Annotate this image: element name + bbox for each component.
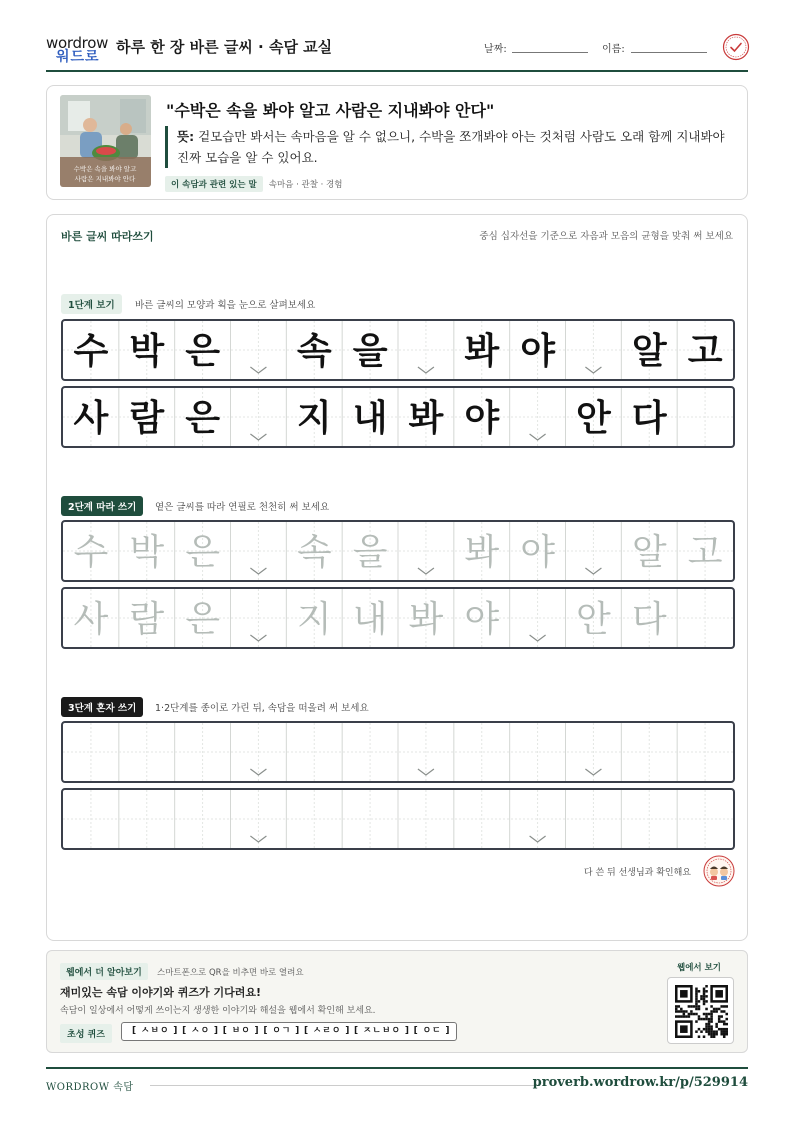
- grid-svg: [63, 522, 733, 580]
- qr-module: [705, 1023, 708, 1026]
- model-character: 은: [185, 398, 220, 439]
- qr-module: [715, 1030, 718, 1033]
- qr-module: [703, 993, 706, 996]
- qr-module: [695, 1000, 698, 1003]
- grid-svg: [63, 790, 733, 848]
- qr-module: [698, 1005, 701, 1008]
- logo-wordmark: wordrow: [46, 34, 109, 52]
- qr-module: [713, 1030, 716, 1033]
- trace-character: 내: [352, 599, 388, 640]
- qr-module: [695, 1005, 698, 1008]
- trace-character: 안: [576, 599, 611, 640]
- qr-module: [680, 990, 688, 998]
- qr-module: [725, 1030, 728, 1033]
- model-character: 사: [73, 398, 109, 439]
- grid-svg: [63, 723, 733, 781]
- qr-module: [710, 1015, 713, 1018]
- qr-module: [700, 1018, 703, 1021]
- proverb-illustration: [60, 95, 151, 187]
- qr-module: [710, 1010, 713, 1013]
- qr-module: [698, 1018, 701, 1021]
- model-character: 봐: [464, 331, 500, 372]
- qr-module: [703, 988, 706, 991]
- qr-module: [705, 995, 708, 998]
- qr-module: [705, 1030, 708, 1033]
- web-description: 속담이 일상에서 어떻게 쓰이는지 생생한 이야기와 해설을 웹에서 확인해 보세요.: [60, 1006, 376, 1016]
- qr-module: [700, 995, 703, 998]
- teacher-check-note: 다 쓴 뒤 선생님과 확인해요: [583, 868, 691, 878]
- qr-module: [710, 1018, 713, 1021]
- trace-character: 알: [631, 532, 667, 573]
- page-footer: [46, 1067, 748, 1097]
- chosung-quiz-box: [ ㅅㅂㅇ ] [ ㅅㅇ ] [ ㅂㅇ ] [ ㅇㄱ ] [ ㅅㄹㅇ ] [ ㅈㄴㅂㅇ ] [ ㅇㄷ ]: [121, 1022, 457, 1041]
- grid-svg: [63, 589, 733, 647]
- stage2-row-1[interactable]: [61, 520, 735, 582]
- qr-module: [695, 1008, 698, 1011]
- trace-character: 야: [520, 532, 555, 573]
- qr-code-icon: [675, 985, 728, 1038]
- qr-module: [708, 1023, 711, 1026]
- qr-module: [725, 1023, 728, 1026]
- trace-character: 사: [73, 599, 109, 640]
- model-character: 은: [185, 331, 220, 372]
- model-character: 야: [520, 331, 555, 372]
- qr-module: [713, 1035, 716, 1038]
- qr-module: [725, 1018, 728, 1021]
- footer-brand: WORDROW 속담: [46, 1082, 134, 1093]
- qr-module: [703, 1018, 706, 1021]
- qr-module: [708, 1030, 711, 1033]
- page-title: 하루 한 장 바른 글씨 · 속담 교실: [116, 38, 333, 56]
- model-character: 속: [296, 331, 332, 372]
- qr-module: [708, 1020, 711, 1023]
- qr-module: [725, 1005, 728, 1008]
- qr-module: [718, 1020, 721, 1023]
- qr-module: [675, 1015, 678, 1018]
- qr-module: [695, 988, 698, 991]
- qr-module: [710, 1030, 713, 1033]
- name-field[interactable]: [631, 52, 707, 53]
- page-header: [46, 30, 748, 72]
- qr-module: [678, 1015, 681, 1018]
- qr-module: [725, 1033, 728, 1036]
- teacher-stamp-icon: [703, 855, 735, 887]
- stage1-row-2: [61, 386, 735, 448]
- qr-module: [705, 1000, 708, 1003]
- web-headline: 재미있는 속담 이야기와 퀴즈가 기다려요!: [60, 986, 261, 999]
- practice-title: 바른 글씨 따라쓰기: [61, 230, 154, 243]
- trace-character: 지: [296, 599, 332, 640]
- model-character: 을: [352, 331, 388, 372]
- qr-module: [705, 1025, 708, 1028]
- qr-module: [718, 1028, 721, 1031]
- web-qr-hint: 스마트폰으로 QR을 비추면 바로 열려요: [157, 968, 304, 978]
- qr-module: [693, 1013, 696, 1016]
- qr-module: [715, 1008, 718, 1011]
- qr-module: [688, 1013, 691, 1016]
- qr-module: [675, 1005, 678, 1008]
- trace-character: 람: [129, 599, 165, 640]
- stage2-desc: 옅은 글씨를 따라 연필로 천천히 써 보세요: [155, 502, 330, 513]
- grid-svg: [63, 388, 733, 446]
- qr-module: [715, 1023, 718, 1026]
- qr-module: [695, 993, 698, 996]
- trace-character: 봐: [464, 532, 500, 573]
- qr-module: [695, 1020, 698, 1023]
- qr-module: [698, 1015, 701, 1018]
- qr-module: [703, 1000, 706, 1003]
- footer-divider: [150, 1085, 540, 1086]
- trace-character: 고: [687, 532, 723, 573]
- qr-module: [685, 1010, 688, 1013]
- qr-module: [723, 1030, 726, 1033]
- trace-character: 수: [73, 532, 109, 573]
- related-words-row: [165, 176, 342, 191]
- qr-module: [695, 1013, 698, 1016]
- qr-module: [703, 998, 706, 1001]
- model-character: 고: [687, 331, 723, 372]
- qr-module: [680, 1015, 683, 1018]
- name-label: 이름:: [602, 44, 625, 55]
- qr-module: [695, 1003, 698, 1006]
- proverb-meaning: [165, 126, 725, 168]
- qr-module: [693, 1005, 696, 1008]
- logo-korean: 워드로: [56, 49, 100, 65]
- wordrow-logo: [46, 34, 109, 65]
- web-more-tag: 웹에서 더 알아보기: [60, 963, 148, 980]
- web-more-section: [46, 950, 748, 1053]
- qr-module: [698, 990, 701, 993]
- qr-module: [678, 1010, 681, 1013]
- qr-module: [698, 1035, 701, 1038]
- qr-module: [705, 1018, 708, 1021]
- qr-module: [713, 1033, 716, 1036]
- qr-module: [705, 990, 708, 993]
- qr-module: [703, 1035, 706, 1038]
- qr-module: [705, 1013, 708, 1016]
- related-keywords: 속마음 · 관찰 · 경험: [268, 179, 343, 190]
- trace-character: 박: [129, 532, 165, 573]
- trace-character: 봐: [408, 599, 444, 640]
- qr-module: [703, 990, 706, 993]
- qr-module: [715, 990, 723, 998]
- trace-character: 은: [185, 532, 220, 573]
- qr-module: [695, 995, 698, 998]
- qr-module: [725, 1028, 728, 1031]
- date-field[interactable]: [512, 52, 588, 53]
- qr-module: [710, 1033, 713, 1036]
- qr-module: [720, 1005, 723, 1008]
- qr-module: [710, 1020, 713, 1023]
- trace-character: 속: [296, 532, 332, 573]
- date-label: 날짜:: [484, 44, 507, 55]
- qr-module: [695, 990, 698, 993]
- model-character: 안: [576, 398, 611, 439]
- qr-module: [700, 998, 703, 1001]
- qr-module: [680, 1010, 683, 1013]
- qr-module: [710, 1035, 713, 1038]
- qr-label: 웹에서 보기: [677, 963, 722, 973]
- qr-module: [720, 1028, 723, 1031]
- model-character: 내: [352, 398, 388, 439]
- qr-module: [715, 1010, 718, 1013]
- stage3-badge: 3단계 혼자 쓰기: [61, 697, 143, 717]
- qr-module: [703, 1003, 706, 1006]
- stage3-row-2[interactable]: [61, 788, 735, 850]
- qr-module: [708, 1013, 711, 1016]
- qr-module: [713, 1010, 716, 1013]
- qr-module: [698, 1000, 701, 1003]
- chosung-quiz-tag: 초성 퀴즈: [60, 1024, 112, 1043]
- qr-module: [708, 1025, 711, 1028]
- qr-module: [680, 1025, 688, 1033]
- stage2-badge: 2단계 따라 쓰기: [61, 496, 143, 516]
- qr-module: [710, 1013, 713, 1016]
- model-character: 야: [464, 398, 500, 439]
- well-done-stamp-icon: [722, 33, 750, 61]
- qr-module: [723, 1023, 726, 1026]
- meaning-label: 뜻:: [177, 129, 195, 144]
- qr-module: [723, 1035, 726, 1038]
- qr-module: [718, 1008, 721, 1011]
- qr-module: [703, 995, 706, 998]
- qr-module: [688, 1015, 691, 1018]
- qr-module: [715, 1025, 718, 1028]
- proverb-card: [46, 85, 748, 200]
- qr-module: [718, 1015, 721, 1018]
- qr-module: [690, 1005, 693, 1008]
- qr-module: [723, 1005, 726, 1008]
- qr-module: [705, 1015, 708, 1018]
- qr-module: [685, 1015, 688, 1018]
- model-character: 다: [631, 398, 667, 439]
- practice-hint: 중심 십자선을 기준으로 자음과 모음의 균형을 맞춰 써 보세요: [479, 231, 733, 242]
- qr-module: [713, 1008, 716, 1011]
- qr-module: [720, 1020, 723, 1023]
- qr-module: [703, 1028, 706, 1031]
- qr-module: [700, 1030, 703, 1033]
- trace-character: 야: [464, 599, 500, 640]
- trace-character: 을: [352, 532, 388, 573]
- stage3-desc: 1·2단계를 종이로 가린 뒤, 속담을 떠올려 써 보세요: [155, 703, 369, 714]
- qr-module: [690, 1010, 693, 1013]
- qr-module: [725, 1013, 728, 1016]
- practice-section: [46, 214, 748, 941]
- qr-module: [715, 1033, 718, 1036]
- qr-module: [720, 1033, 723, 1036]
- qr-module: [698, 1028, 701, 1031]
- qr-module: [710, 1025, 713, 1028]
- qr-module: [675, 1008, 678, 1011]
- related-words-tag: 이 속담과 관련 있는 말: [165, 176, 263, 192]
- qr-module: [688, 1005, 691, 1008]
- qr-module: [695, 1030, 698, 1033]
- model-character: 봐: [408, 398, 444, 439]
- footer-url[interactable]: proverb.wordrow.kr/p/529914: [532, 1075, 748, 1090]
- qr-module: [683, 1013, 686, 1016]
- qr-module: [678, 1005, 681, 1008]
- proverb-text: "수박은 속을 봐야 알고 사람은 지내봐야 안다": [166, 101, 495, 120]
- qr-module: [690, 1013, 693, 1016]
- qr-module: [710, 1028, 713, 1031]
- stage1-row-1: [61, 319, 735, 381]
- stage1-badge: 1단계 보기: [61, 294, 122, 314]
- qr-module: [723, 1010, 726, 1013]
- qr-module: [698, 1008, 701, 1011]
- qr-module: [718, 1018, 721, 1021]
- qr-module: [708, 1018, 711, 1021]
- qr-module: [695, 998, 698, 1001]
- illustration-caption-1: 수박은 속을 봐야 알고: [73, 165, 137, 173]
- stage3-row-1[interactable]: [61, 721, 735, 783]
- model-character: 수: [73, 331, 109, 372]
- qr-module: [723, 1020, 726, 1023]
- qr-module: [720, 1010, 723, 1013]
- model-character: 람: [129, 398, 165, 439]
- qr-module: [705, 1008, 708, 1011]
- qr-module: [708, 1033, 711, 1036]
- trace-character: 다: [631, 599, 667, 640]
- qr-module: [723, 1033, 726, 1036]
- model-character: 박: [129, 331, 165, 372]
- qr-module: [680, 1008, 683, 1011]
- qr-module: [675, 1010, 678, 1013]
- model-character: 알: [631, 331, 667, 372]
- qr-module: [703, 1013, 706, 1016]
- grid-svg: [63, 321, 733, 379]
- qr-module: [705, 985, 708, 988]
- qr-module: [720, 1015, 723, 1018]
- qr-module: [710, 1005, 713, 1008]
- qr-code[interactable]: [667, 977, 734, 1044]
- qr-module: [705, 1028, 708, 1031]
- qr-module: [723, 1028, 726, 1031]
- qr-module: [683, 1010, 686, 1013]
- meaning-text: 겉모습만 봐서는 속마음을 알 수 없으니, 수박을 쪼개봐야 아는 것처럼 사람도 오래 함께 지내봐야 진짜 모습을 알 수 있어요.: [177, 129, 725, 165]
- model-character: 지: [296, 398, 332, 439]
- qr-module: [683, 1015, 686, 1018]
- qr-module: [708, 1028, 711, 1031]
- illustration-caption-2: 사람은 지내봐야 안다: [74, 175, 136, 183]
- stage2-row-2[interactable]: [61, 587, 735, 649]
- stage1-desc: 바른 글씨의 모양과 획을 눈으로 살펴보세요: [135, 300, 316, 311]
- qr-module: [720, 1030, 723, 1033]
- trace-character: 은: [185, 599, 220, 640]
